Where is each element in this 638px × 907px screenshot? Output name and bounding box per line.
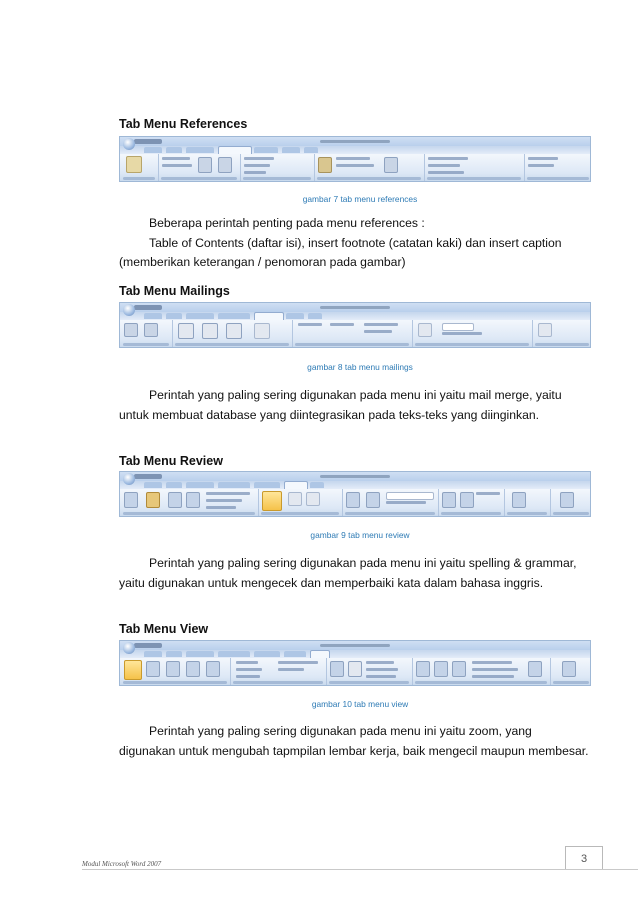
office-button-icon xyxy=(123,642,135,654)
office-button-icon xyxy=(123,138,135,150)
paragraph-line: Perintah yang paling sering digunakan pada menu ini yaitu zoom, yang xyxy=(149,724,532,738)
footer-title: Modul Microsoft Word 2007 xyxy=(82,860,162,868)
office-button-icon xyxy=(123,304,135,316)
paragraph-line: untuk membuat database yang diintegrasikan pada teks-teks yang diinginkan. xyxy=(119,407,540,422)
figure-caption-mailings: gambar 8 tab menu mailings xyxy=(307,362,413,372)
section-heading-review: Tab Menu Review xyxy=(119,454,223,468)
paragraph-view xyxy=(119,722,601,761)
paragraph-review xyxy=(119,554,601,593)
figure-caption-references: gambar 7 tab menu references xyxy=(302,194,418,204)
ribbon-screenshot-references xyxy=(119,136,591,182)
figure-caption-review: gambar 9 tab menu review xyxy=(310,530,410,540)
ribbon-screenshot-mailings xyxy=(119,302,591,348)
office-button-icon xyxy=(123,473,135,485)
section-heading-view: Tab Menu View xyxy=(119,622,209,636)
ribbon-screenshot-view xyxy=(119,640,591,686)
section-heading-references: Tab Menu References xyxy=(119,117,248,131)
paragraph-line: Beberapa perintah penting pada menu references : xyxy=(149,216,425,230)
ribbon-screenshot-review xyxy=(119,471,591,517)
paragraph-mailings xyxy=(119,386,601,425)
page-number: 3 xyxy=(565,846,603,870)
paragraph-line: yaitu digunakan untuk mengecek dan memperbaiki kata dalam bahasa inggris. xyxy=(119,575,544,590)
figure-caption-view: gambar 10 tab menu view xyxy=(311,699,409,709)
paragraph-line: digunakan untuk mengubah tapmpilan lembar kerja, baik mengecil maupun membesar. xyxy=(119,743,589,758)
paragraph-line: Perintah yang paling sering digunakan pada menu ini yaitu spelling & grammar, xyxy=(149,556,577,570)
footer-divider xyxy=(82,869,638,870)
paragraph-line: (memberikan keterangan / penomoran pada gambar) xyxy=(119,255,406,269)
section-heading-mailings: Tab Menu Mailings xyxy=(119,284,230,298)
paragraph-line: Table of Contents (daftar isi), insert footnote (catatan kaki) dan insert caption xyxy=(149,235,562,250)
paragraph-references xyxy=(119,214,601,273)
paragraph-line: Perintah yang paling sering digunakan pada menu ini yaitu mail merge, yaitu xyxy=(149,388,562,402)
